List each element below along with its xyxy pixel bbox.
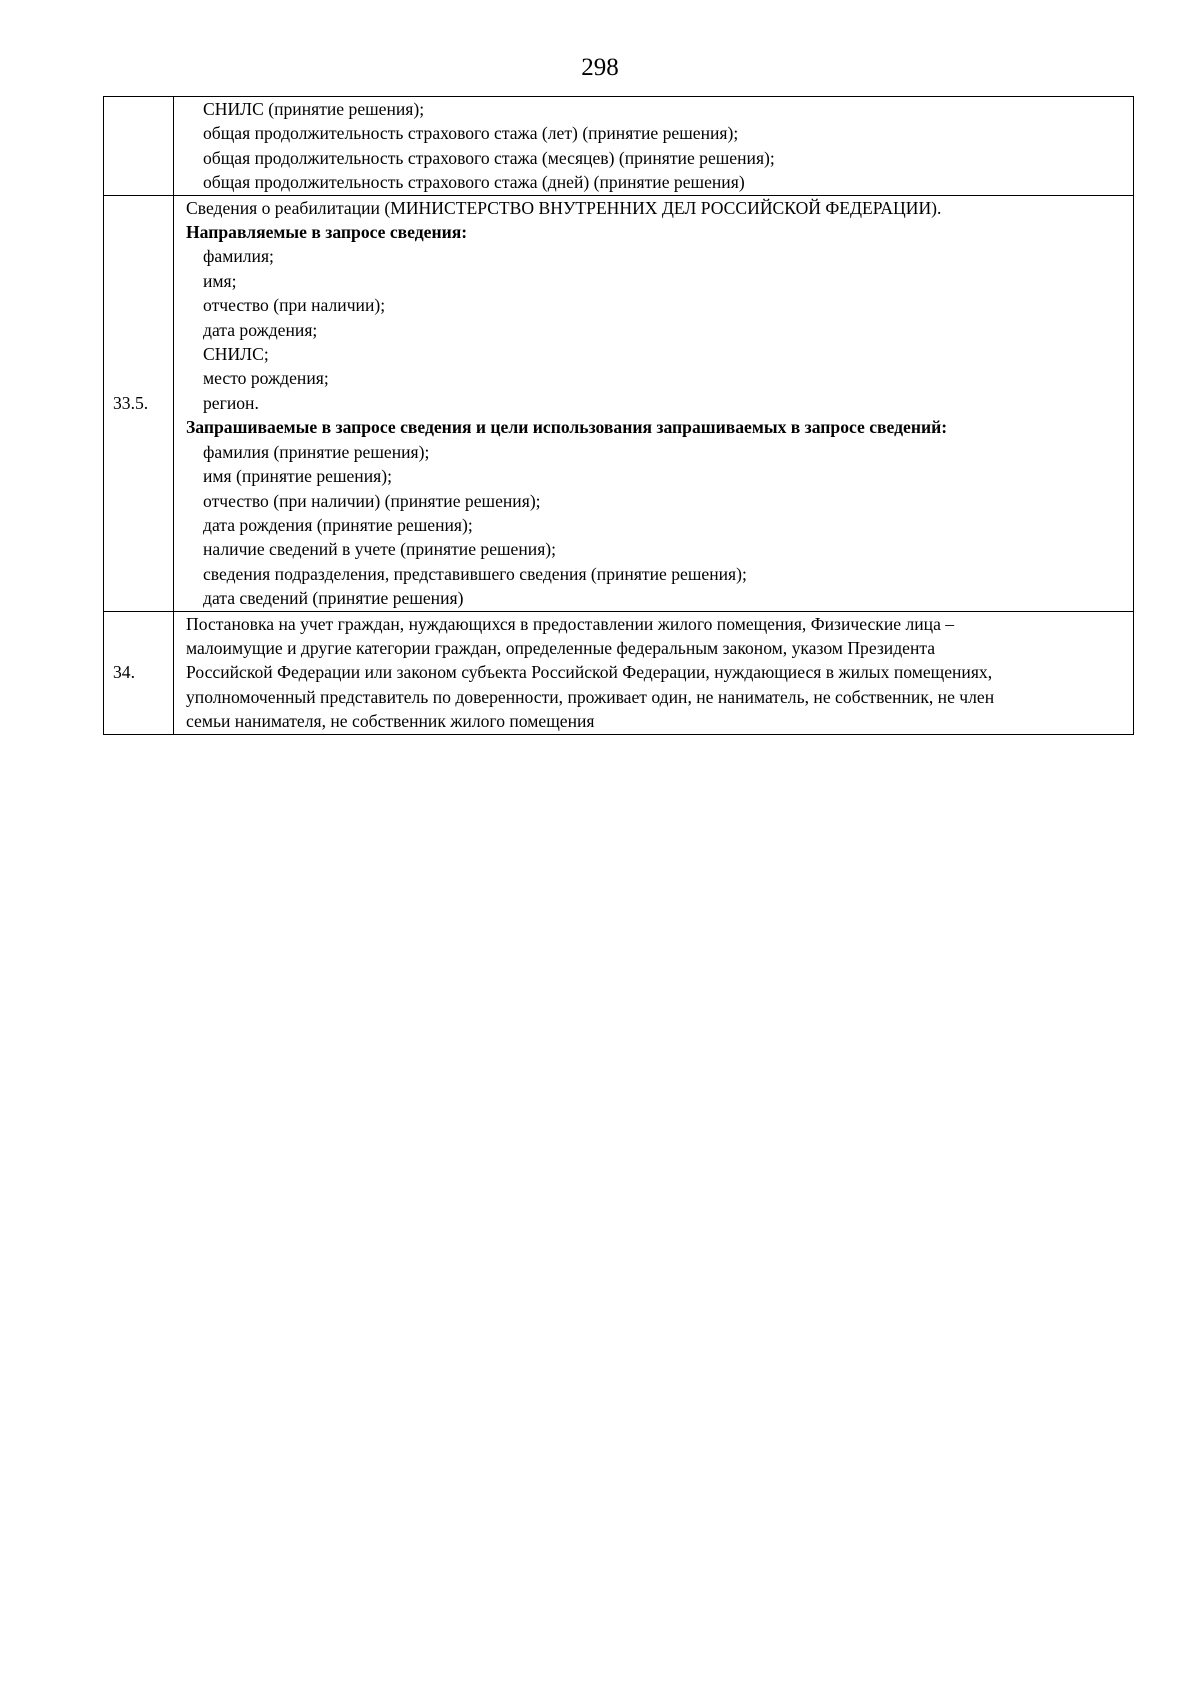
- section-heading: Направляемые в запросе сведения:: [186, 222, 468, 243]
- content-line: Российской Федерации или законом субъекта Российской Федерации, нуждающиеся в жилых помещениях,: [186, 662, 993, 683]
- row-content-cell: [174, 195, 1134, 611]
- row-content-cell: [174, 611, 1134, 734]
- content-line: общая продолжительность страхового стажа (месяцев) (принятие решения);: [203, 147, 775, 168]
- content-line: дата рождения (принятие решения);: [203, 514, 473, 535]
- document-table: [103, 96, 1134, 735]
- content-line: Постановка на учет граждан, нуждающихся в предоставлении жилого помещения, Физические лица –: [186, 613, 955, 634]
- content-line: уполномоченный представитель по доверенности, проживает один, не наниматель, не собственник, не член: [186, 686, 995, 707]
- content-line: фамилия;: [203, 246, 274, 267]
- table-row: [104, 195, 1134, 611]
- content-line: СНИЛС;: [203, 344, 269, 365]
- table-row: [104, 97, 1134, 196]
- content-line: Сведения о реабилитации (МИНИСТЕРСТВО ВНУТРЕННИХ ДЕЛ РОССИЙСКОЙ ФЕДЕРАЦИИ).: [186, 197, 942, 218]
- content-line: малоимущие и другие категории граждан, определенные федеральным законом, указом Президента: [186, 637, 936, 658]
- content-line: СНИЛС (принятие решения);: [203, 99, 425, 119]
- content-line: регион.: [203, 392, 259, 413]
- content-line: общая продолжительность страхового стажа (лет) (принятие решения);: [203, 123, 739, 144]
- page-number: 298: [581, 54, 619, 81]
- content-line: сведения подразделения, представившего сведения (принятие решения);: [203, 563, 747, 584]
- content-line: отчество (при наличии);: [203, 295, 386, 316]
- content-line: общая продолжительность страхового стажа (дней) (принятие решения): [203, 172, 745, 193]
- row-number-cell: [104, 97, 174, 196]
- section-heading: Запрашиваемые в запросе сведения и цели использования запрашиваемых в запросе сведений:: [186, 417, 948, 438]
- content-line: отчество (при наличии) (принятие решения);: [203, 490, 541, 511]
- content-line: имя;: [203, 270, 237, 291]
- content-line: наличие сведений в учете (принятие решения);: [203, 539, 557, 560]
- content-line: семьи нанимателя, не собственник жилого помещения: [186, 711, 595, 732]
- content-line: фамилия (принятие решения);: [203, 441, 430, 462]
- row-content-cell: [174, 97, 1134, 196]
- row-number-cell: 34.: [104, 611, 174, 734]
- content-line: дата рождения;: [203, 319, 318, 340]
- content-line: дата сведений (принятие решения): [203, 588, 464, 609]
- row-number-cell: 33.5.: [104, 195, 174, 611]
- content-line: имя (принятие решения);: [203, 466, 392, 487]
- content-line: место рождения;: [203, 368, 329, 389]
- table-row: [104, 611, 1134, 734]
